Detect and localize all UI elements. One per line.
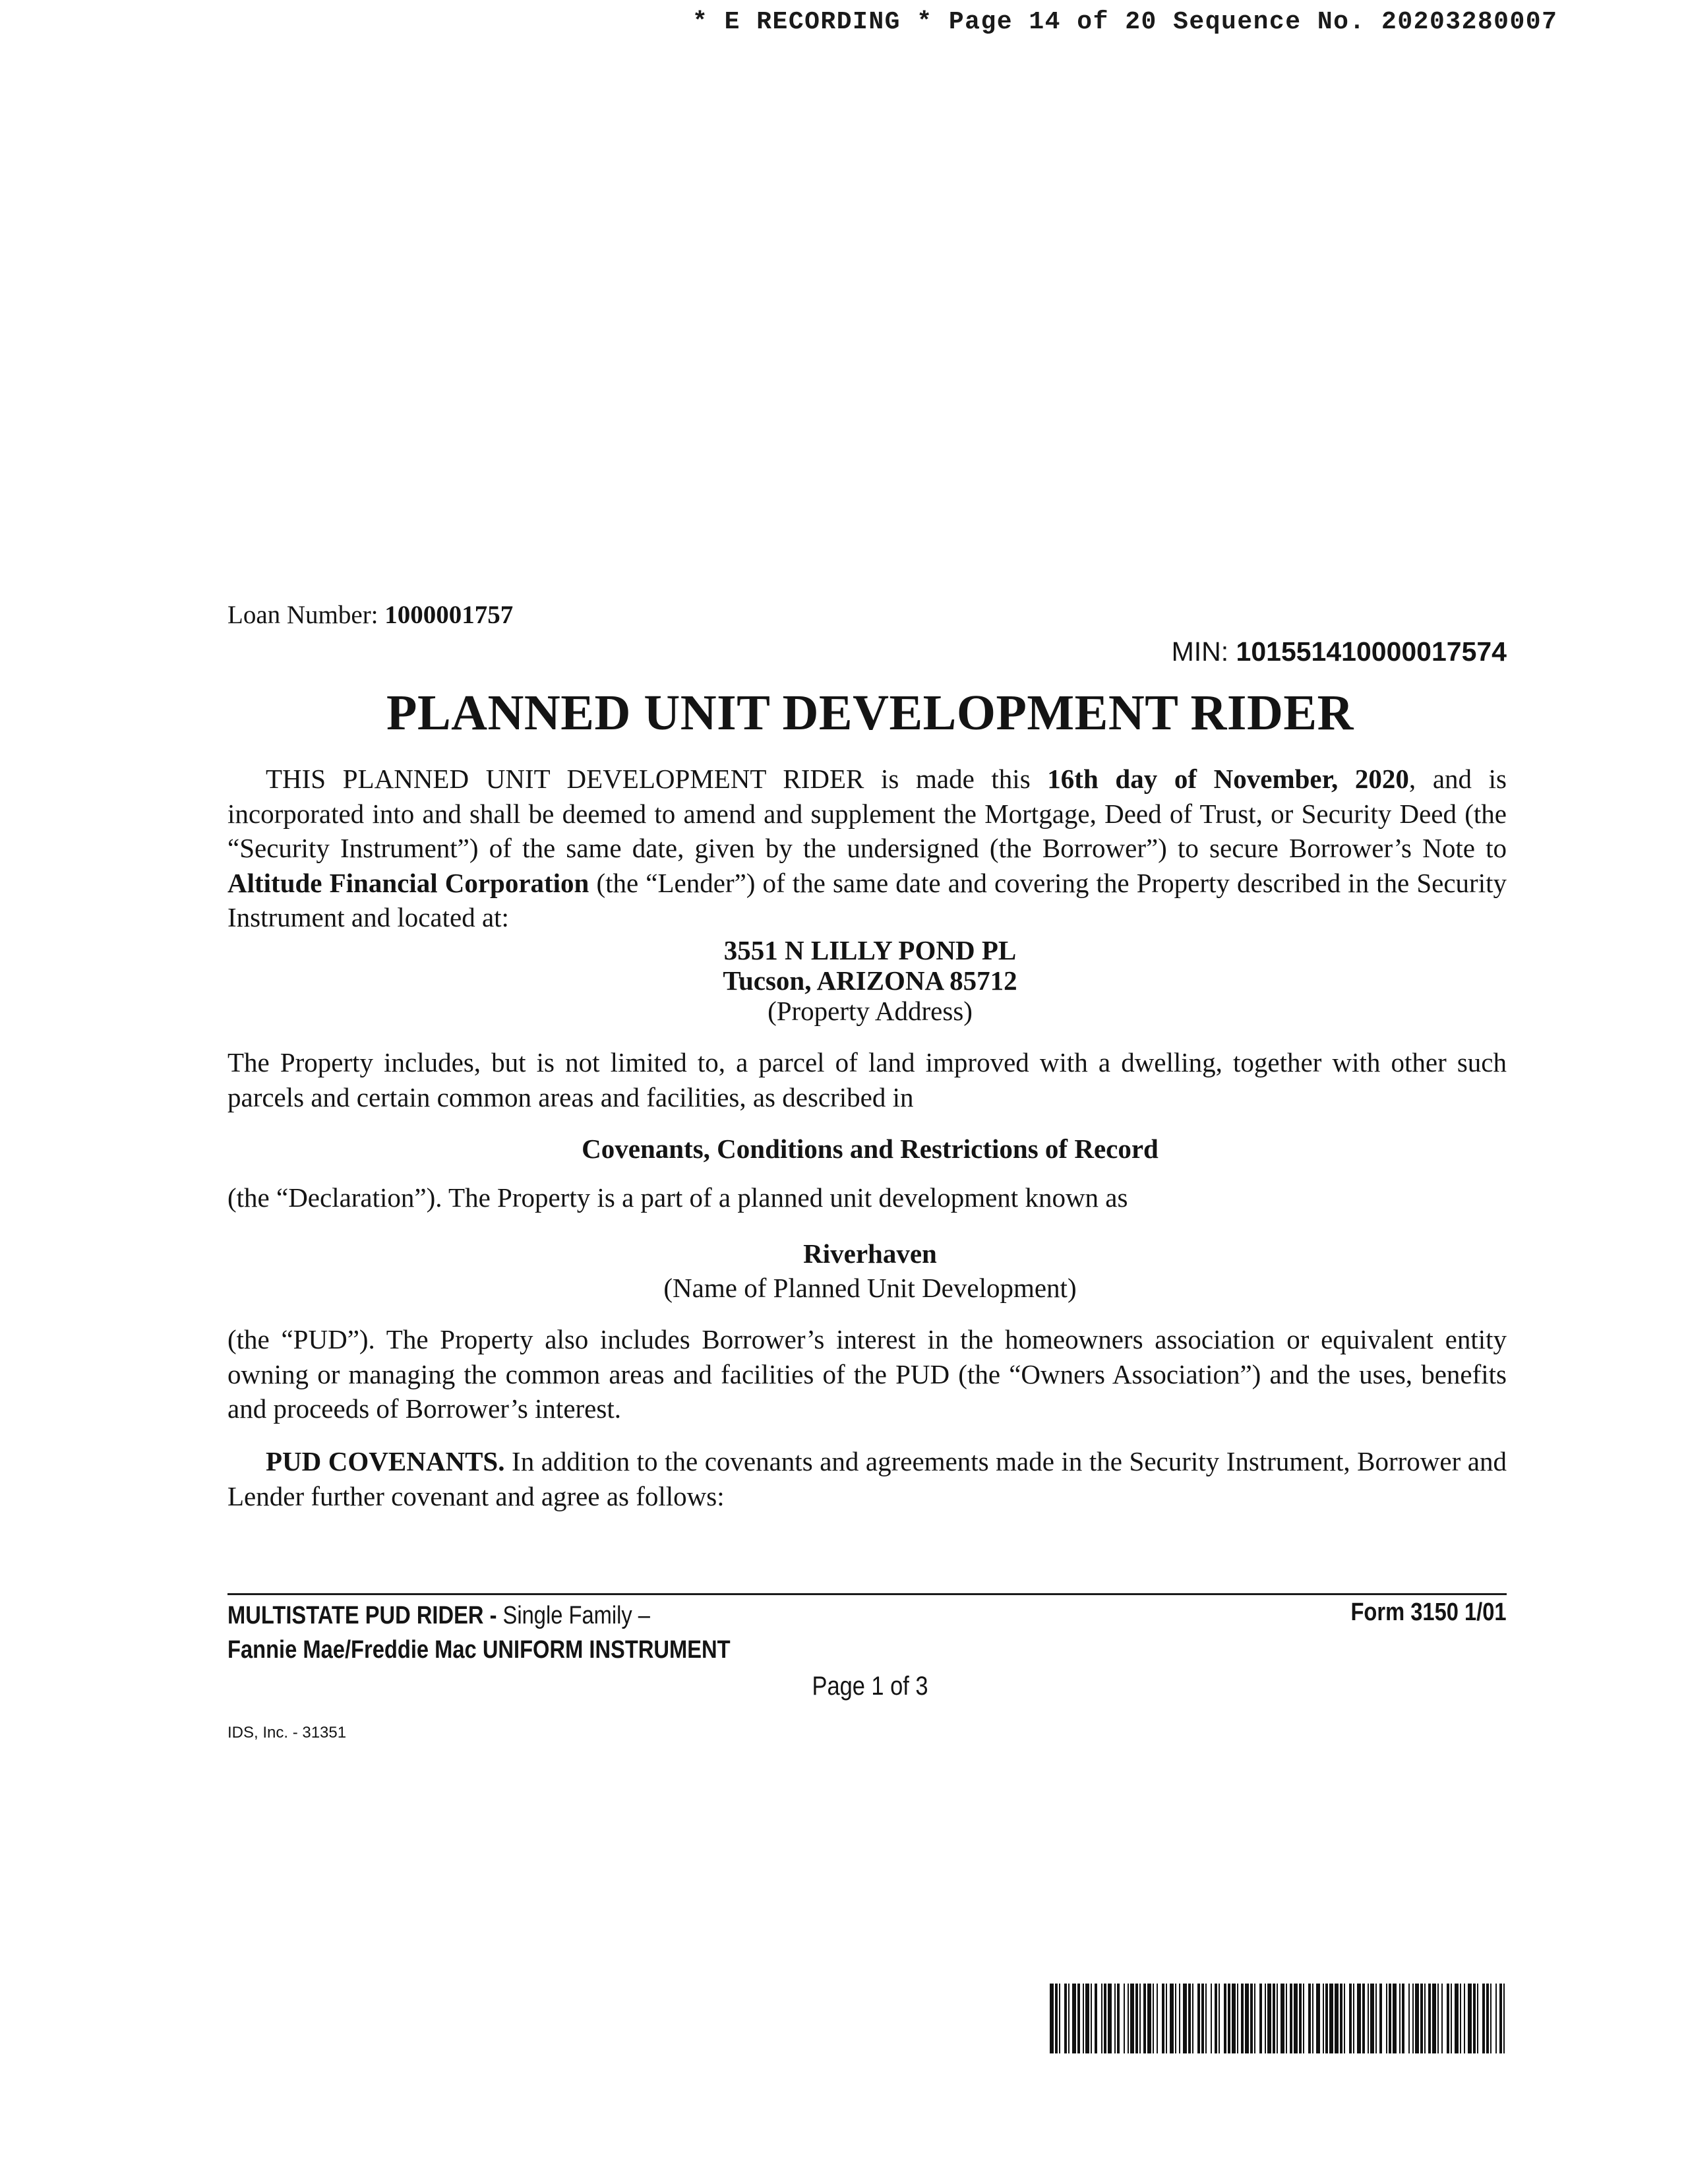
- form-line-2: Fannie Mae/Freddie Mac UNIFORM INSTRUMENT: [227, 1636, 731, 1664]
- barcode-bar: [1357, 1984, 1361, 2053]
- barcode-bar: [1153, 1984, 1154, 2053]
- min-value: 101551410000017574: [1236, 636, 1507, 667]
- barcode-bar: [1095, 1984, 1097, 2053]
- barcode-bar: [1197, 1984, 1200, 2053]
- barcode-bar: [1139, 1984, 1141, 2053]
- barcode-bar: [1370, 1984, 1374, 2053]
- barcode-bar: [1175, 1984, 1176, 2053]
- barcode-bar: [1143, 1984, 1146, 2053]
- covenants-paragraph: [227, 1444, 1507, 1513]
- barcode-bar: [1389, 1984, 1391, 2053]
- barcode-bar: [1441, 1984, 1443, 2053]
- barcode-bar: [1179, 1984, 1180, 2053]
- barcode-bar: [1077, 1984, 1080, 2053]
- barcode-bar: [1281, 1984, 1284, 2053]
- barcode-bar: [1192, 1984, 1193, 2053]
- barcode-bar: [1386, 1984, 1387, 2053]
- barcode-bar: [1312, 1984, 1313, 2053]
- barcode-bar: [1108, 1984, 1112, 2053]
- intro-text-1: THIS PLANNED UNIT DEVELOPMENT RIDER is made this: [266, 764, 1048, 794]
- barcode-bar: [1245, 1984, 1249, 2053]
- barcode-bar: [1402, 1984, 1404, 2053]
- covenants-text: In addition to the covenants and agreements made in the Security Instrument, Borrower and Lender further covenant and agree as follows:: [227, 1446, 1507, 1511]
- barcode-bar: [1303, 1984, 1304, 2053]
- address-line-2: Tucson, ARIZONA 85712: [723, 965, 1017, 996]
- loan-number-value: 1000001757: [384, 601, 514, 629]
- intro-paragraph: [227, 762, 1507, 935]
- barcode-bar: [1353, 1984, 1354, 2053]
- property-paragraph-text: The Property includes, but is not limited to, a parcel of land improved with a dwelling, together with other such parcels and certain common areas and facilities, as described in: [227, 1047, 1507, 1112]
- recording-header: * E RECORDING * Page 14 of 20 Sequence No. 20203280007: [692, 8, 1558, 36]
- barcode-bar: [1104, 1984, 1106, 2053]
- barcode-bar: [1117, 1984, 1120, 2053]
- barcode-bar: [1277, 1984, 1278, 2053]
- barcode-bar: [1482, 1984, 1485, 2053]
- barcode-bar: [1344, 1984, 1345, 2053]
- barcode-bar: [1101, 1984, 1102, 2053]
- barcode-bar: [1451, 1984, 1452, 2053]
- barcode-bar: [1188, 1984, 1191, 2053]
- barcode-bar: [1124, 1984, 1125, 2053]
- barcode-bar: [1241, 1984, 1244, 2053]
- covenants-heading: PUD COVENANTS.: [266, 1446, 505, 1476]
- barcode-bar: [1432, 1984, 1436, 2053]
- barcode-bar: [1267, 1984, 1271, 2053]
- pud-name-block: [0, 1236, 1688, 1305]
- barcode-bar: [1379, 1984, 1382, 2053]
- barcode-bar: [1265, 1984, 1266, 2053]
- barcode-bar: [1259, 1984, 1262, 2053]
- barcode-bar: [1329, 1984, 1333, 2053]
- barcode-bar: [1085, 1984, 1089, 2053]
- barcode-bar: [1201, 1984, 1204, 2053]
- min-line: [1172, 636, 1507, 667]
- form-number: Form 3150 1/01: [1350, 1598, 1507, 1626]
- barcode-bar: [1473, 1984, 1476, 2053]
- barcode-bar: [1286, 1984, 1287, 2053]
- pud-caption: (Name of Planned Unit Development): [663, 1273, 1077, 1303]
- barcode-bar: [1323, 1984, 1324, 2053]
- document-title: PLANNED UNIT DEVELOPMENT RIDER: [386, 685, 1354, 741]
- pud-paragraph: [227, 1322, 1507, 1426]
- intro-text-2: , and is incorporated into and shall be deemed to amend and supplement the Mortgage, Deed of Trust, or Security Deed (the “Security Instrument”) of the same date, given by the undersigned (the Borrower”) to secure Borrower’s Note to: [227, 764, 1507, 863]
- property-address-block: [0, 935, 1688, 1026]
- declaration-follow-text: (the “Declaration”). The Property is a part of a planned unit development known as: [227, 1182, 1128, 1213]
- barcode-bar: [1375, 1984, 1377, 2053]
- rider-date: 16th day of November, 2020: [1047, 764, 1409, 794]
- declaration-name: Covenants, Conditions and Restrictions of Record: [582, 1134, 1159, 1164]
- barcode-bar: [1294, 1984, 1298, 2053]
- barcode-bar: [1490, 1984, 1492, 2053]
- barcode-bar: [1308, 1984, 1311, 2053]
- barcode-bar: [1503, 1984, 1505, 2053]
- barcode-bar: [1232, 1984, 1236, 2053]
- barcode-bar: [1477, 1984, 1478, 2053]
- barcode-bar: [1130, 1984, 1134, 2053]
- barcode-bar: [1437, 1984, 1439, 2053]
- intro-text-3: (the “Lender”) of the same date and covering the Property described in the Security Instrument and located at:: [227, 867, 1507, 932]
- barcode-bar: [1128, 1984, 1129, 2053]
- barcode-bar: [1368, 1984, 1369, 2053]
- barcode-bar: [1340, 1984, 1342, 2053]
- barcode-bar: [1424, 1984, 1426, 2053]
- barcode-bar: [1064, 1984, 1067, 2053]
- barcode-bar: [1290, 1984, 1292, 2053]
- form-name-rest: Single Family –: [497, 1602, 650, 1629]
- barcode-bar: [1083, 1984, 1084, 2053]
- barcode: [1050, 1984, 1505, 2053]
- barcode-bar: [1428, 1984, 1431, 2053]
- barcode-bar: [1273, 1984, 1275, 2053]
- barcode-bar: [1412, 1984, 1414, 2053]
- barcode-bar: [1205, 1984, 1207, 2053]
- barcode-bar: [1250, 1984, 1253, 2053]
- barcode-bar: [1393, 1984, 1397, 2053]
- barcode-bar: [1157, 1984, 1158, 2053]
- barcode-bar: [1059, 1984, 1060, 2053]
- vendor-code: IDS, Inc. - 31351: [227, 1724, 347, 1742]
- barcode-bar: [1166, 1984, 1167, 2053]
- property-paragraph: [227, 1045, 1507, 1114]
- loan-number-label: Loan Number:: [227, 601, 378, 629]
- barcode-bar: [1211, 1984, 1212, 2053]
- address-line-1: 3551 N LILLY POND PL: [723, 935, 1017, 965]
- barcode-bar: [1135, 1984, 1138, 2053]
- barcode-bar: [1162, 1984, 1164, 2053]
- barcode-bar: [1219, 1984, 1220, 2053]
- barcode-bar: [1335, 1984, 1339, 2053]
- barcode-bar: [1325, 1984, 1328, 2053]
- barcode-bar: [1183, 1984, 1187, 2053]
- barcode-bar: [1237, 1984, 1238, 2053]
- barcode-bar: [1170, 1984, 1174, 2053]
- barcode-bar: [1050, 1984, 1054, 2053]
- footer-divider: [227, 1593, 1507, 1595]
- barcode-bar: [1499, 1984, 1502, 2053]
- footer-form-name: [227, 1598, 731, 1667]
- loan-number-line: [227, 600, 513, 630]
- barcode-bar: [1228, 1984, 1230, 2053]
- pud-name: Riverhaven: [803, 1238, 937, 1269]
- barcode-bar: [1362, 1984, 1365, 2053]
- barcode-bar: [1399, 1984, 1401, 2053]
- barcode-bar: [1147, 1984, 1151, 2053]
- barcode-bar: [1486, 1984, 1489, 2053]
- pud-paragraph-text: (the “PUD”). The Property also includes Borrower’s interest in the homeowners association or equivalent entity owning or managing the common areas and facilities of the PUD (the “Owners Association”) and the uses, benefits and proceeds of Borrower’s interest.: [227, 1324, 1507, 1424]
- address-caption: (Property Address): [768, 996, 973, 1026]
- barcode-bar: [1114, 1984, 1116, 2053]
- barcode-bar: [1420, 1984, 1423, 2053]
- barcode-bar: [1455, 1984, 1459, 2053]
- form-name-bold: MULTISTATE PUD RIDER -: [227, 1602, 497, 1629]
- barcode-bar: [1415, 1984, 1419, 2053]
- page-number: Page 1 of 3: [812, 1672, 928, 1701]
- barcode-bar: [1254, 1984, 1255, 2053]
- lender-name: Altitude Financial Corporation: [227, 867, 589, 898]
- barcode-bar: [1091, 1984, 1092, 2053]
- barcode-bar: [1316, 1984, 1320, 2053]
- barcode-bar: [1495, 1984, 1497, 2053]
- barcode-bar: [1068, 1984, 1070, 2053]
- barcode-bar: [1349, 1984, 1352, 2053]
- barcode-bar: [1299, 1984, 1302, 2053]
- min-label: MIN:: [1171, 636, 1229, 667]
- barcode-bar: [1055, 1984, 1058, 2053]
- barcode-bar: [1447, 1984, 1449, 2053]
- barcode-bar: [1460, 1984, 1461, 2053]
- barcode-bar: [1408, 1984, 1410, 2053]
- barcode-bar: [1215, 1984, 1217, 2053]
- barcode-bar: [1224, 1984, 1226, 2053]
- barcode-bar: [1072, 1984, 1076, 2053]
- barcode-bar: [1464, 1984, 1465, 2053]
- barcode-bar: [1468, 1984, 1472, 2053]
